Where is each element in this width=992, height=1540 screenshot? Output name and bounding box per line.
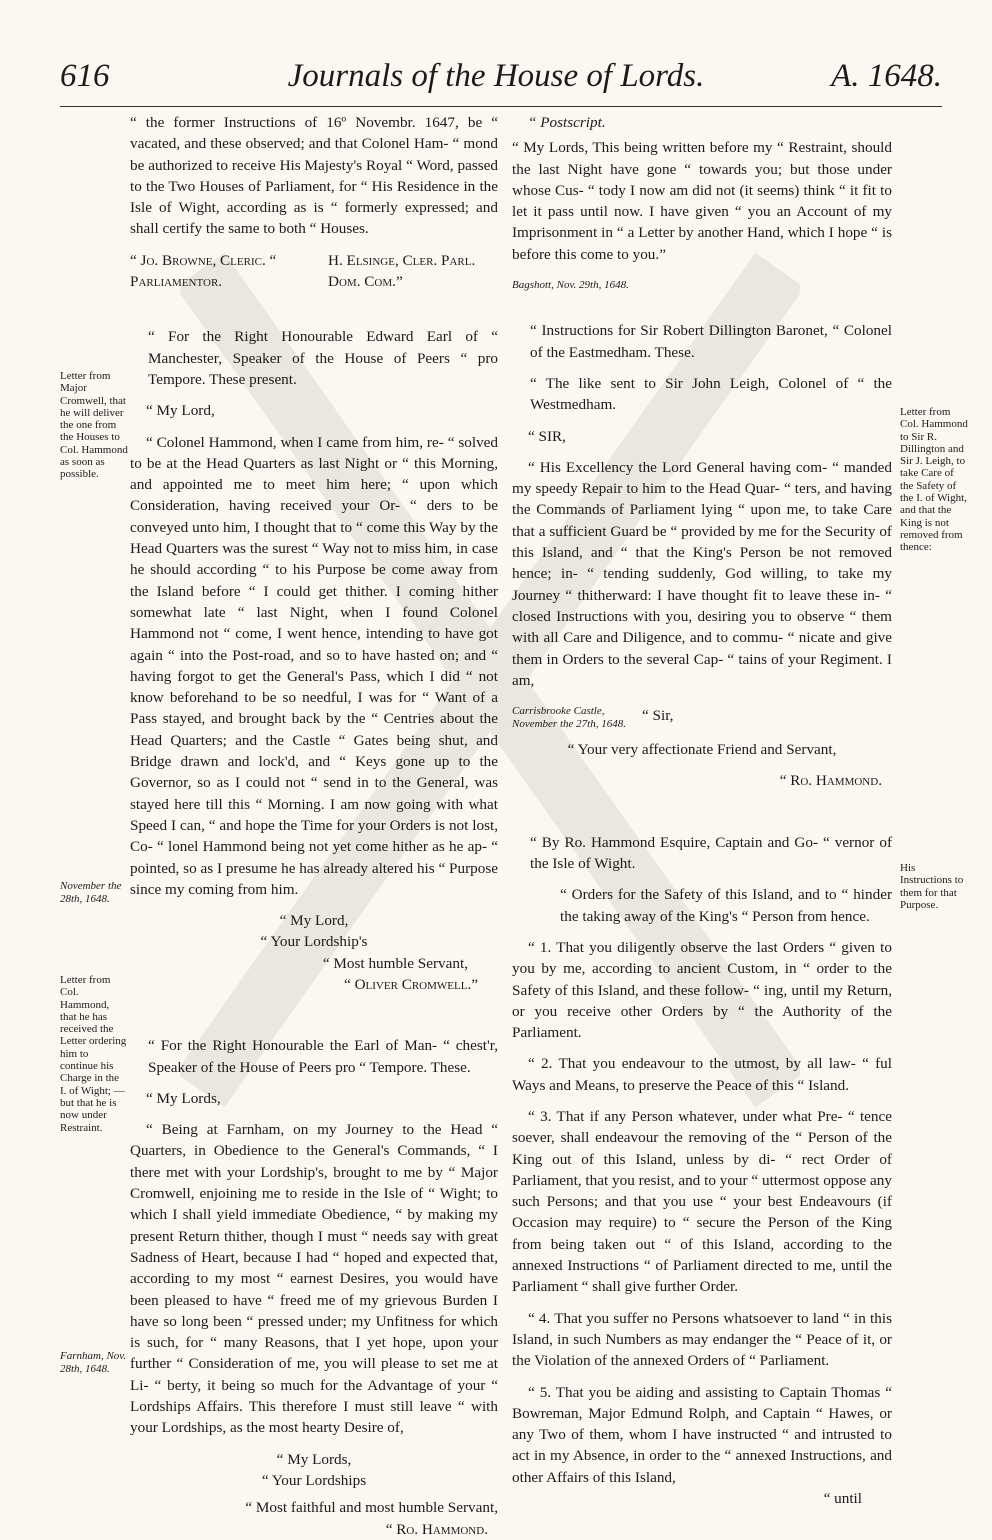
order-5: “ 5. That you be aiding and assisting to Captain Thomas “ Bowreman, Major Edmund Rolph, and Captain “ Hawes, or any Two of them, whom I have instructed “ and intrusted to act in my Absence, in order to the “ annexed Instructions, and other Affairs of this Island, — [512, 1383, 892, 1486]
order-2: “ 2. That you endeavour to the utmost, by all law- “ ful Ways and Means, to preserve the Peace of this “ Island. — [512, 1055, 892, 1094]
letter1-close-3: “ Most humble Servant, — [322, 954, 468, 972]
signature-browne: “ Jo. Browne, Cleric. “ Parliamentor. — [130, 251, 277, 291]
margin-note-dillington: Letter from Col. Hammond to Sir R. Dillington and Sir J. Leigh, to take Care of the Safety of the I. of Wight, and that the King is not removed from thence: — [900, 406, 968, 554]
right-column — [512, 112, 892, 1509]
margin-note-cromwell: Letter from Major Cromwell, that he will deliver the one from the Houses to Col. Hammond as soon as possible. — [60, 370, 128, 481]
letter1-address: “ For the Right Honourable Edward Earl of “ Manchester, Speaker of the House of Peers “ pro Tempore. These present. — [148, 328, 498, 388]
letter2-address: “ For the Right Honourable the Earl of Man- “ chest'r, Speaker of the House of Peers pro “ Tempore. These. — [148, 1037, 498, 1076]
letter2-body: “ Being at Farnham, on my Journey to the Head “ Quarters, in Obedience to the General's Commands, “ I there met with your Lordship's, brought to me by “ Major Cromwell, enjoining me to reside in the Isle of “ Wight; to which I shall yield immediate Obedience, “ by making my present Return thither, though I must “ needs say with great Sadness of Heart, because I had “ hoped and expected that, according to my most “ earnest Desires, you would have been pleased to have “ freed me of my grievous Burden I have so long been “ pressed under; my Unfitness for which is such, for “ many Reasons, that I yet hope, upon your further “ Consideration of me, you will please to set me at Li- “ berty, it being so much for the Advantage of your “ Lordships Affairs. This therefore I must still leave “ with your Lordships, as the most hearty Desire of, — [130, 1121, 498, 1437]
letter2-signature: “ Ro. Hammond. — [385, 1520, 488, 1538]
sir-signature: “ Ro. Hammond. — [779, 772, 882, 790]
page-year: A. 1648. — [831, 58, 942, 94]
sir-close-1: “ Sir, — [642, 707, 674, 725]
letter1-signature: “ Oliver Cromwell.” — [344, 975, 478, 993]
orders-by: “ By Ro. Hammond Esquire, Captain and Go- “ vernor of the Isle of Wight. — [530, 833, 892, 873]
letter2-close-3: “ Most faithful and most humble Servant, — [245, 1499, 498, 1517]
margin-note-hammond: Letter from Col. Hammond, that he has received the Letter ordering him to continue his Charge in the I. of Wight; —but that he is now under Restraint. — [60, 974, 127, 1134]
catchword: “ until — [823, 1490, 862, 1508]
date-note-farnham: Farnham, Nov. 28th, 1648. — [60, 1350, 127, 1375]
margin-note-instructions: His Instructions to them for that Purpose. — [900, 862, 964, 911]
letter1-close-2: “ Your Lordship's — [260, 933, 368, 951]
letter2-salutation: “ My Lords, — [146, 1089, 221, 1107]
sir-body: “ His Excellency the Lord General having com- “ manded my speedy Repair to him to the Head Quar- “ ters, and having the Commands of Parliament lying “ upon me, to take Care that a sufficient Guard be “ provided by me for the Security of this Island, and “ that the King's Person be not removed hence; in- “ tending suddenly, God willing, to take my Journey “ thitherward: I have thought fit to leave these in- “ closed Instructions with you, desiring you to observe “ them with all Care and Diligence, and to commu- “ nicate and give them in Orders to the several Cap- “ tains of your Regiment. I am, — [512, 458, 892, 689]
page-title: Journals of the House of Lords. — [287, 58, 705, 94]
page-number: 616 — [60, 58, 110, 94]
postscript-heading: “ Postscript. — [528, 114, 606, 131]
orders-title: “ Orders for the Safety of this Island, and to “ hinder the taking away of the King's “ Person from hence. — [560, 886, 892, 925]
sir-close-2: “ Your very affectionate Friend and Servant, — [567, 741, 837, 759]
header-rule — [60, 106, 942, 107]
letter1-close-1: “ My Lord, — [279, 912, 349, 930]
signature-elsinge: H. Elsinge, Cler. Parl. Dom. Com.” — [328, 251, 476, 291]
order-1: “ 1. That you diligently observe the last Orders “ given to you by me, according to ancient Custom, in “ order to the Safety of this Island, and these follow- “ ing, until my Return, or you receive other Orders by “ the Authority of the Parliament. — [512, 938, 892, 1042]
order-4: “ 4. That you suffer no Persons whatsoever to land “ in this Island, in such Numbers as may endanger the “ Peace of it, or the Violation of the annexed Orders of “ Parliament. — [512, 1309, 892, 1370]
order-3: “ 3. That if any Person whatever, under what Pre- “ tence soever, shall endeavour the removing of the “ Person of the King out of this Island, unless by di- “ rect Order of Parliament, that you resist, and to your “ uttermost oppose any such Persons; and that you use “ your best Endeavours (if Occasion may require) to “ secure the Person of the King from being taken out “ of this Island, according to the annexed Instructions “ of Parliament directed to me, until the Parliament “ shall give further Order. — [512, 1107, 892, 1296]
instructions-heading: “ Instructions for Sir Robert Dillington Baronet, “ Colonel of the Eastmedham. These. — [530, 322, 892, 361]
postscript-date: Bagshott, Nov. 29th, 1648. — [512, 279, 629, 292]
opening-paragraph: “ the former Instructions of 16º Novembr. 1647, be “ vacated, and these observed; and that Colonel Ham- “ mond be authorized to receive His Majesty's Royal “ Word, passed to the Two Houses of Parliament, for “ His Residence in the Isle of Wight, according as is “ formerly expressed; and shall certify the same to both “ Houses. — [130, 114, 498, 238]
letter1-salutation: “ My Lord, — [146, 402, 215, 420]
letter2-close-2: “ Your Lordships — [261, 1471, 367, 1489]
letter2-close-1: “ My Lords, — [276, 1450, 352, 1468]
left-column — [130, 112, 498, 1540]
date-note-cromwell: November the 28th, 1648. — [60, 880, 122, 905]
letter1-body: “ Colonel Hammond, when I came from him, re- “ solved to be at the Head Quarters as last Night or “ this Morning, and appointed me to meet him here; “ upon which Consideration, having received your Or- “ ders to be conveyed unto him, I thought that to “ come this Way by the Head Quarters was the surest “ Way not to miss him, in case he should according “ to his Purpose be come away from the Island before “ I could get thither. I coming hither somewhat late “ last Night, when I found Colonel Hammond not “ come, I went hence, intending to have got again “ into the Post-road, and so to have hasted on; and “ having forgot to get the General's Pass, which I did “ not know beforehand to be so needful, I was for “ Want of a Pass stayed, and brought back by the “ Centries about the Head Quarters; and the Castle “ Gates being shut, and Bridge drawn and lock'd, and “ Keys gone up to the Governor, so as I could not “ send in to the General, was stayed here till this “ Morning. I am now going with what Speed I can, “ and hope the Time for your Orders is not lost, Co- “ lonel Hammond being not yet come hither as he ap- “ pointed, so as I presume he has already altered his “ Purpose since my coming from him. — [130, 433, 498, 898]
sir-salutation: “ SIR, — [528, 427, 566, 445]
sir-date: Carrisbrooke Castle, November the 27th, 1648. — [512, 705, 626, 731]
postscript-body: “ My Lords, This being written before my “ Restraint, should the last Night have gone “ towards you; but those under whose Cus- “ tody I now am did not (it seems) think “ it fit to let it pass until now. I have given “ you an Account of my Imprisonment in “ a Letter by another Hand, which I hope “ is before this come to you.” — [512, 139, 892, 263]
instructions-like: “ The like sent to Sir John Leigh, Colonel of “ the Westmedham. — [530, 374, 892, 414]
